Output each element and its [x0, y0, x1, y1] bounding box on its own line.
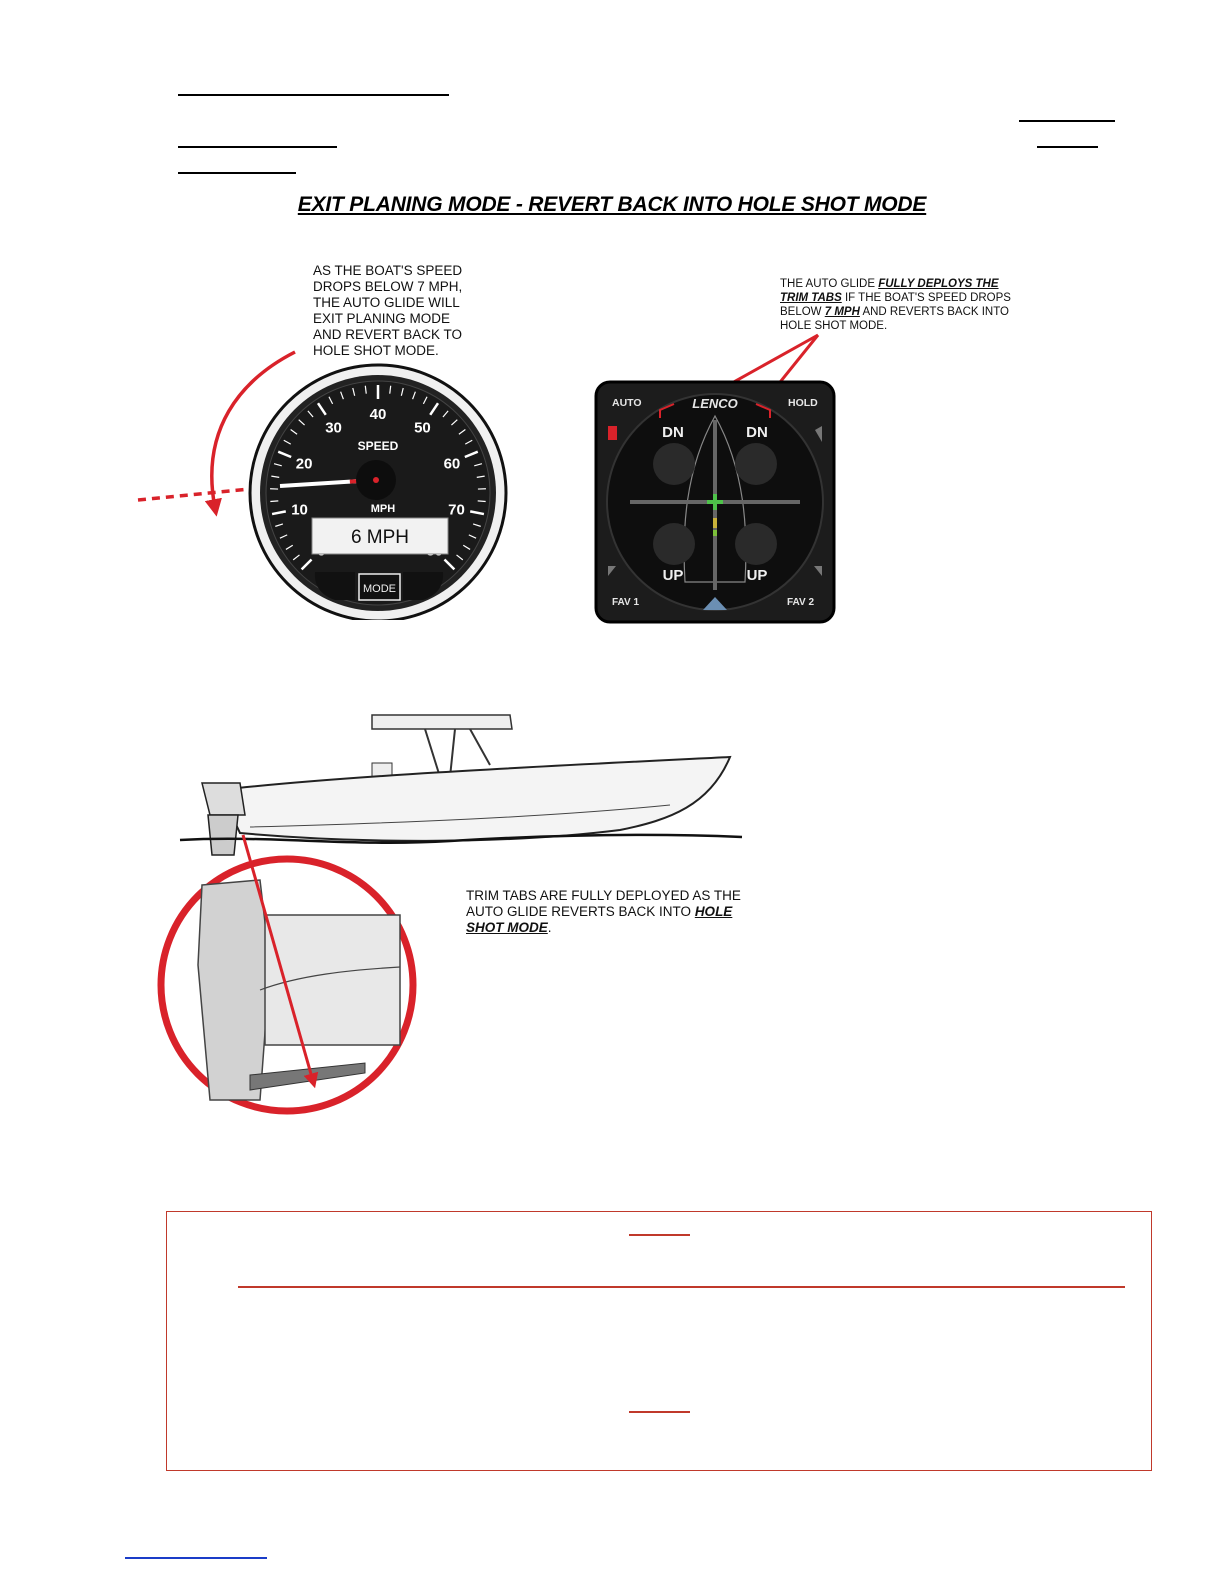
speed-callout-line: THE AUTO GLIDE WILL	[313, 295, 460, 310]
panel-callout	[780, 277, 1040, 333]
up-right-label: UP	[746, 567, 768, 584]
speedometer-illustration	[130, 340, 520, 620]
warning-underline-1	[629, 1234, 690, 1236]
up-left-label: UP	[662, 567, 684, 584]
fav1-label: FAV 1	[612, 597, 640, 608]
gauge-tick-label: 60	[443, 455, 461, 473]
panel-callout-emph: 7 MPH	[824, 306, 860, 318]
gauge-tick-label: 50	[414, 419, 431, 437]
boat-callout-text: .	[547, 920, 552, 935]
top-underline-1	[178, 94, 449, 96]
top-underline-2	[1019, 120, 1115, 122]
gauge-tick-label: 20	[295, 455, 313, 473]
boat-callout-emph: SHOT MODE	[466, 920, 548, 935]
gauge-tick-label: 40	[369, 406, 387, 423]
warning-underline-3	[629, 1411, 690, 1413]
top-underline-5	[178, 172, 296, 174]
page-title: EXIT PLANING MODE - REVERT BACK INTO HOLE SHOT MODE	[297, 193, 927, 216]
top-underline-4	[1037, 146, 1098, 148]
top-underline-3	[178, 146, 337, 148]
panel-callout-text: BELOW	[780, 306, 825, 318]
dn-left-button[interactable]	[653, 443, 695, 485]
gauge-tick	[270, 501, 278, 502]
hold-label: HOLD	[788, 397, 818, 409]
up-left-button[interactable]	[653, 523, 695, 565]
warning-box	[166, 1211, 1152, 1471]
footer-link[interactable]	[125, 1557, 267, 1559]
speed-readout: 6 MPH	[350, 527, 410, 548]
panel-callout-emph: TRIM TABS	[780, 292, 842, 304]
mode-button-label: MODE	[363, 583, 396, 595]
brand-logo: LENCO	[692, 396, 738, 411]
speed-callout-line: EXIT PLANING MODE	[313, 311, 451, 326]
warning-underline-2	[238, 1286, 1125, 1288]
gauge-tick-label: 30	[325, 419, 342, 437]
gauge-tick-label: 10	[291, 501, 308, 519]
speed-callout-line: HOLE SHOT MODE.	[313, 343, 439, 358]
dn-right-button[interactable]	[735, 443, 777, 485]
panel-callout-text: THE AUTO GLIDE	[780, 278, 879, 290]
dn-right-label: DN	[746, 424, 768, 441]
boat-callout-text: TRIM TABS ARE FULLY DEPLOYED AS THE	[466, 888, 741, 903]
up-right-button[interactable]	[735, 523, 777, 565]
boat-callout	[466, 888, 741, 936]
panel-callout-text: AND REVERTS BACK INTO	[859, 306, 1010, 318]
gauge-tick-label: 70	[448, 501, 465, 519]
auto-label: AUTO	[612, 397, 642, 409]
panel-callout-text: HOLE SHOT MODE.	[780, 320, 888, 332]
speed-callout-line: DROPS BELOW 7 MPH,	[313, 279, 463, 294]
boat-callout-text: AUTO GLIDE REVERTS BACK INTO	[466, 904, 695, 919]
panel-callout-text: IF THE BOAT'S SPEED DROPS	[841, 292, 1011, 304]
gauge-tick	[478, 501, 486, 502]
auto-indicator	[608, 426, 617, 440]
lenco-control-panel	[590, 330, 840, 625]
fav2-label: FAV 2	[787, 597, 815, 608]
gauge-speed-label: SPEED	[357, 439, 399, 453]
speed-callout-line: AND REVERT BACK TO	[313, 327, 463, 342]
boat-callout-emph: HOLE	[694, 904, 733, 919]
gauge-unit-label: MPH	[370, 503, 396, 515]
dn-left-label: DN	[662, 424, 684, 441]
speed-callout-line: AS THE BOAT'S SPEED	[313, 263, 463, 278]
panel-callout-emph: FULLY DEPLOYS THE	[878, 278, 999, 290]
